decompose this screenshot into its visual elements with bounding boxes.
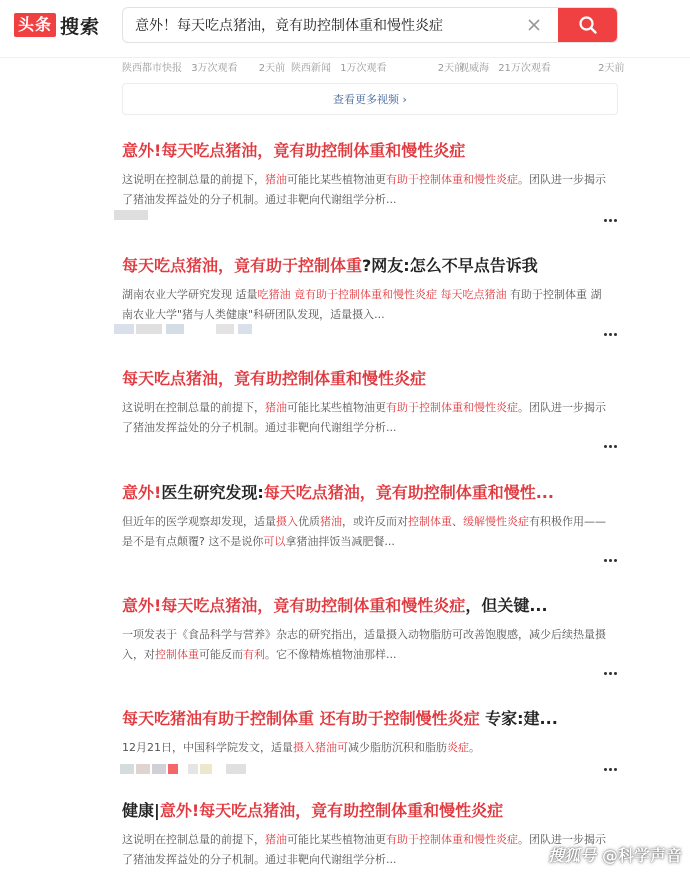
result-title[interactable] bbox=[122, 255, 622, 277]
text-segment: 。团队进一步揭示了猪油发挥益处的分子机制。通过非靶向代谢组学分析... bbox=[122, 173, 606, 206]
video-views: 1万次观看 bbox=[340, 63, 387, 74]
highlight-text: 意外!每天吃点猪油，竟有助控制体重和慢性炎症 bbox=[122, 596, 466, 615]
highlight-text: 每天吃点猪油，竟有助控制体重和慢性炎症 bbox=[122, 369, 427, 388]
highlight-text: 每天吃点猪油，竟有助于控制体重 bbox=[122, 256, 363, 275]
header bbox=[0, 0, 690, 58]
search-result bbox=[122, 482, 622, 552]
video-time: 2天前 bbox=[258, 63, 286, 74]
text-segment: ，或许反而对 bbox=[342, 515, 408, 528]
search-input[interactable] bbox=[123, 8, 523, 42]
result-snippet bbox=[122, 512, 610, 552]
highlight-text: 意外! bbox=[122, 483, 162, 502]
text-segment: 这说明在控制总量的前提下， bbox=[122, 401, 265, 414]
text-segment: 拿猪油拌饭当减肥餐... bbox=[285, 535, 395, 548]
text-segment: 专家:建... bbox=[479, 709, 558, 728]
highlight-text: 猪油 bbox=[265, 833, 287, 846]
text-segment: 可能比某些植物油更 bbox=[287, 401, 386, 414]
text-segment: 有助于控制体重 湖南农业大学"猪与人类健康"科研团队发现，适量摄入... bbox=[122, 288, 602, 321]
text-segment: 健康| bbox=[122, 801, 160, 820]
text-segment: ?网友:怎么不早点告诉我 bbox=[362, 256, 538, 275]
search-result bbox=[122, 595, 622, 665]
highlight-text: 有助于控制体重和慢性炎症 bbox=[386, 173, 518, 186]
highlight-text: 每天吃猪油有助于控制体重 还有助于控制慢性炎症 bbox=[122, 709, 480, 728]
more-icon[interactable] bbox=[604, 768, 620, 776]
text-segment: 这说明在控制总量的前提下， bbox=[122, 833, 265, 846]
text-segment: 但近年的医学观察却发现，适量 bbox=[122, 515, 276, 528]
text-segment: 有积极作用——是不是有点颠覆? 这不是说你 bbox=[122, 515, 606, 548]
video-views: 21万次观看 bbox=[498, 63, 551, 74]
text-segment: 、 bbox=[452, 515, 463, 528]
result-snippet bbox=[122, 625, 610, 665]
text-segment: 12月21日，中国科学院发文，适量 bbox=[122, 741, 293, 754]
text-segment: 。团队进一步揭示了猪油发挥益处的分子机制。通过非靶向代谢组学分析... bbox=[122, 833, 606, 866]
text-segment: ，但关键... bbox=[465, 596, 548, 615]
text-segment: 可能比某些植物油更 bbox=[287, 173, 386, 186]
search-result bbox=[122, 140, 622, 210]
highlight-text: 猪油 bbox=[265, 173, 287, 186]
text-segment: 湖南农业大学研究发现 适量 bbox=[122, 288, 258, 301]
result-title[interactable] bbox=[122, 595, 622, 617]
more-videos-button[interactable]: 查看更多视频 › bbox=[122, 83, 618, 115]
highlight-text: 吃猪油 bbox=[257, 288, 291, 301]
more-icon[interactable] bbox=[604, 672, 620, 680]
result-title[interactable] bbox=[122, 708, 622, 730]
search-icon bbox=[578, 15, 598, 35]
video-source: 陕西新闻 bbox=[291, 63, 331, 74]
text-segment: 优质 bbox=[298, 515, 320, 528]
highlight-text: 有助于控制体重和慢性炎症 bbox=[386, 401, 518, 414]
highlight-text: 意外!每天吃点猪油，竟有助控制体重和慢性炎症 bbox=[159, 801, 504, 820]
video-meta-3 bbox=[459, 59, 624, 75]
text-segment: 。它不像精炼植物油那样... bbox=[265, 648, 397, 661]
highlight-text: 摄入猪油可 bbox=[293, 741, 348, 754]
search-result bbox=[122, 708, 622, 758]
result-title[interactable] bbox=[122, 482, 622, 504]
text-segment: 。团队进一步揭示了猪油发挥益处的分子机制。通过非靶向代谢组学分析... bbox=[122, 401, 606, 434]
watermark-logo: 搜狐号 bbox=[547, 846, 596, 865]
text-segment: 减少脂肪沉积和脂肪 bbox=[348, 741, 447, 754]
highlight-text: 有利 bbox=[243, 648, 265, 661]
highlight-text: 意外!每天吃点猪油，竟有助控制体重和慢性炎症 bbox=[122, 141, 466, 160]
video-views: 3万次观看 bbox=[191, 63, 238, 74]
highlight-text: 控制体重 bbox=[155, 648, 199, 661]
video-source: 观威海 bbox=[459, 63, 489, 74]
highlight-text: 猪油 bbox=[265, 401, 287, 414]
highlight-text: 有助于控制体重和慢性炎症 bbox=[386, 833, 518, 846]
text-segment: 一项发表于《食品科学与营养》杂志的研究指出，适量摄入动物脂肪可改善饱腹感，减少后续热量摄入，对 bbox=[122, 628, 606, 661]
result-snippet bbox=[122, 738, 610, 758]
text-segment: 。 bbox=[469, 741, 480, 754]
more-icon[interactable] bbox=[604, 559, 620, 567]
result-title[interactable] bbox=[122, 368, 622, 390]
text-segment: 这说明在控制总量的前提下， bbox=[122, 173, 265, 186]
highlight-text: 猪油 bbox=[320, 515, 342, 528]
video-source: 陕西都市快报 bbox=[122, 63, 182, 74]
logo-box: 头条 bbox=[14, 13, 56, 37]
highlight-text: 控制体重 bbox=[408, 515, 452, 528]
text-segment: 可能反而 bbox=[199, 648, 243, 661]
video-time: 2天前 bbox=[598, 63, 625, 74]
highlight-text: 缓解慢性炎症 bbox=[463, 515, 529, 528]
highlight-text: 每天吃点猪油 bbox=[440, 288, 507, 301]
watermark bbox=[548, 843, 682, 866]
result-snippet bbox=[122, 398, 610, 438]
video-meta-2 bbox=[291, 59, 464, 75]
result-snippet bbox=[122, 830, 610, 870]
text-segment: 医生研究发现: bbox=[161, 483, 264, 502]
more-icon[interactable] bbox=[604, 219, 620, 227]
text-segment: 可能比某些植物油更 bbox=[287, 833, 386, 846]
logo-text: 搜索 bbox=[60, 15, 101, 38]
search-button[interactable] bbox=[558, 7, 618, 43]
result-snippet bbox=[122, 285, 610, 325]
close-icon[interactable] bbox=[525, 16, 543, 34]
toutiao-search-logo[interactable] bbox=[14, 12, 100, 38]
search-box bbox=[122, 7, 618, 43]
highlight-text: 摄入 bbox=[276, 515, 298, 528]
search-result bbox=[122, 255, 622, 325]
result-title[interactable] bbox=[122, 800, 622, 822]
highlight-text: 竟有助于控制体重和慢性炎症 bbox=[294, 288, 437, 301]
video-meta-1 bbox=[122, 59, 285, 75]
highlight-text: 可以 bbox=[263, 535, 286, 548]
more-icon[interactable] bbox=[604, 445, 620, 453]
result-title[interactable] bbox=[122, 140, 622, 162]
more-icon[interactable] bbox=[604, 333, 620, 341]
video-time: 2天前 bbox=[437, 63, 465, 74]
highlight-text: 炎症 bbox=[447, 741, 469, 754]
watermark-text: @科学声音 bbox=[601, 846, 682, 865]
highlight-text: 每天吃点猪油，竟有助控制体重和慢性... bbox=[263, 483, 554, 502]
search-result bbox=[122, 368, 622, 438]
result-snippet bbox=[122, 170, 610, 210]
